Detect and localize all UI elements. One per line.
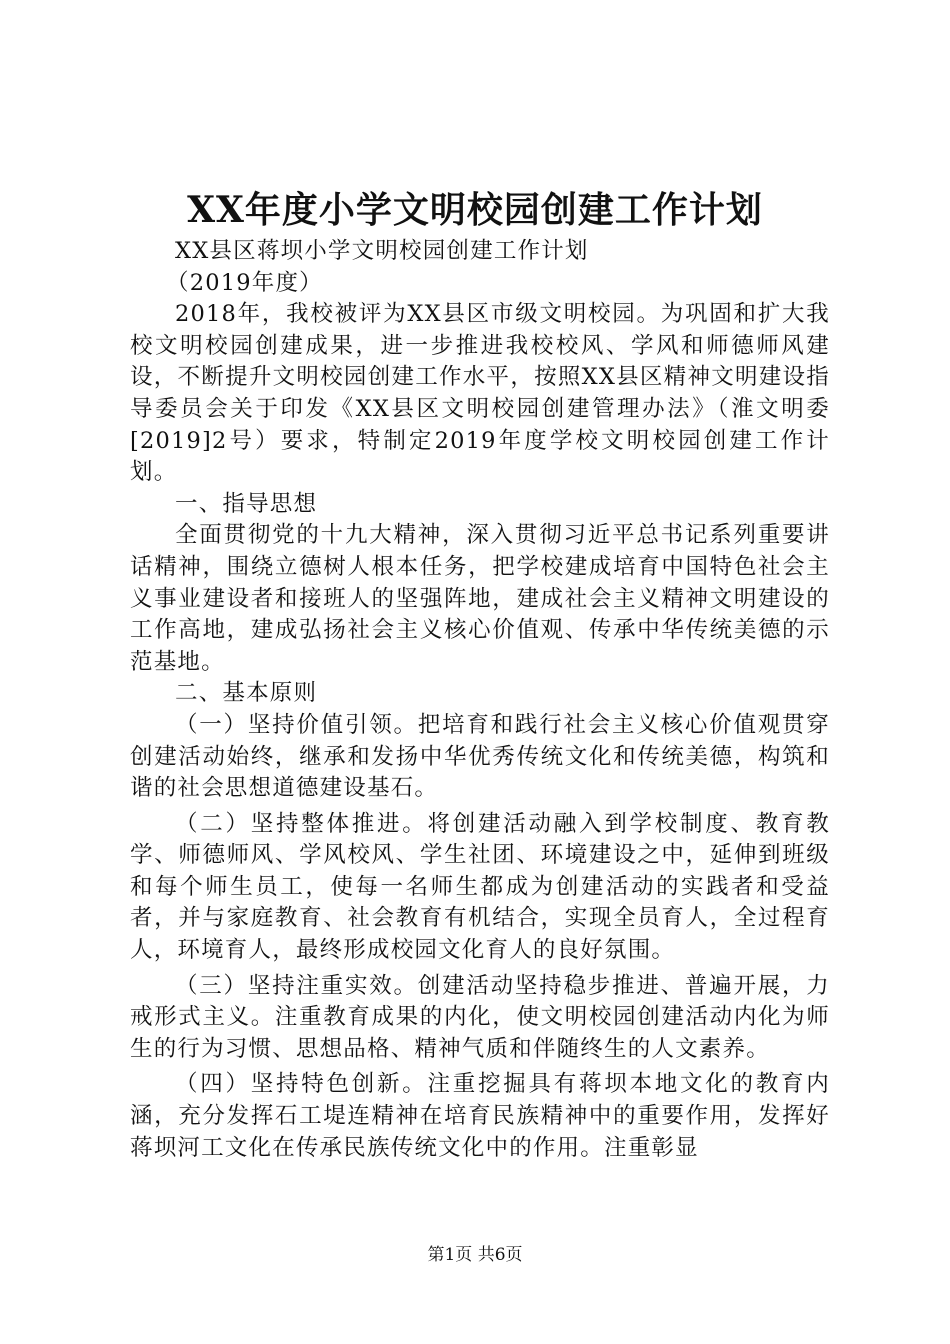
principle-1-paragraph: （一）坚持价值引领。把培育和践行社会主义核心价值观贯穿创建活动始终，继承和发扬中华优秀传统文化和传统美德，构筑和谐的社会思想道德建设基石。: [130, 711, 830, 802]
subtitle-line: XX县区蒋坝小学文明校园创建工作计划: [175, 238, 589, 264]
section-heading-basic-principles: 二、基本原则: [175, 680, 318, 707]
document-title: XX年度小学文明校园创建工作计划: [187, 189, 763, 231]
principle-2-paragraph: （二）坚持整体推进。将创建活动融入到学校制度、教育教学、师德师风、学风校风、学生社团、环境建设之中，延伸到班级和每个师生员工，使每一名师生都成为创建活动的实践者和受益者，并与家庭教育、社会教育有机结合，实现全员育人，全过程育人，环境育人，最终形成校园文化育人的良好氛围。: [130, 810, 830, 964]
principle-3-paragraph: （三）坚持注重实效。创建活动坚持稳步推进、普遍开展，力戒形式主义。注重教育成果的内化，使文明校园创建活动内化为师生的行为习惯、思想品格、精神气质和伴随终生的人文素养。: [130, 972, 830, 1062]
document-body: [130, 236, 830, 1164]
year-line: （2019年度）: [166, 269, 323, 296]
principle-4-paragraph: （四）坚持特色创新。注重挖掘具有蒋坝本地文化的教育内涵，充分发挥石工堤连精神在培育民族精神中的重要作用，发挥好蒋坝河工文化在传承民族传统文化中的作用。注重彰显: [130, 1071, 830, 1161]
section-heading-guiding-thought: 一、指导思想: [175, 490, 318, 517]
page-footer: 第1页 共6页: [427, 1245, 523, 1265]
intro-paragraph: 2018年，我校被评为XX县区市级文明校园。为巩固和扩大我校文明校园创建成果，进一步推进我校校风、学风和师德师风建设，不断提升文明校园创建工作水平，按照XX县区精神文明建设指导委员会关于印发《XX县区文明校园创建管理办法》（淮文明委[2019]2号）要求，特制定2019年度学校文明校园创建工作计划。: [130, 301, 830, 486]
guiding-thought-paragraph: 全面贯彻党的十九大精神，深入贯彻习近平总书记系列重要讲话精神，围绕立德树人根本任务，把学校建成培育中国特色社会主义事业建设者和接班人的坚强阵地，建成社会主义精神文明建设的工作高地，建成弘扬社会主义核心价值观、传承中华传统美德的示范基地。: [130, 522, 830, 675]
